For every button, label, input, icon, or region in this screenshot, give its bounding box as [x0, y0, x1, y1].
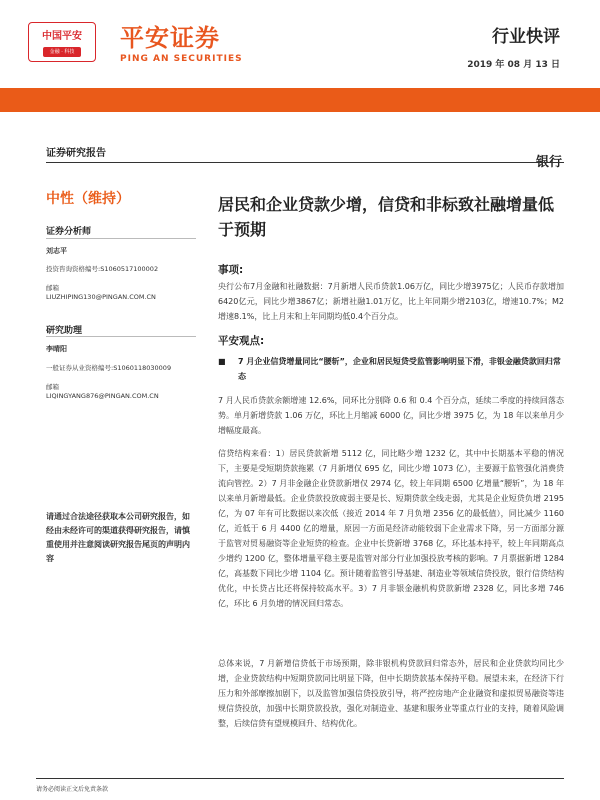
logo-primary-subtext: 金融 · 科技	[43, 47, 81, 57]
assistant-email[interactable]: LIQINGYANG876@PINGAN.COM.CN	[46, 392, 159, 400]
analyst-email[interactable]: LIUZHIPING130@PINGAN.COM.CN	[46, 293, 156, 301]
analyst-section-title: 证券分析师	[46, 227, 92, 237]
analyst-name: 刘志平	[46, 247, 67, 255]
logo-secondary-cn: 平安证券	[120, 24, 220, 52]
rating: 中性（维持）	[46, 191, 130, 207]
top-divider	[46, 162, 564, 163]
ping-an-securities-logo	[120, 18, 243, 64]
report-date: 2019 年 08 月 13 日	[467, 60, 560, 70]
assistant-section-title: 研究助理	[46, 326, 83, 336]
report-header	[0, 0, 600, 86]
bullet-text: 7 月企业信贷增量同比“腰斩”，企业和居民短贷受监管影响明显下滑，非银金融贷款回归常态	[238, 357, 561, 381]
view-heading: 平安观点:	[218, 335, 265, 347]
assistant-name: 李晴阳	[46, 345, 67, 353]
analyst-divider	[46, 238, 196, 239]
footer-text: 请务必阅读正文后免责条款	[36, 786, 109, 793]
analyst-cert: 投资咨询资格编号:S1060517100002	[46, 265, 159, 273]
report-label: 证券研究报告	[46, 148, 106, 159]
view-paragraph-3: 总体来说，7 月新增信贷低于市场预期，除非银机构贷款回归常态外，居民和企业贷款均同比少增，企业贷款结构中短期贷款同比明显下降，但中长期贷款基本保持平稳。展望未来，在经济下行压力和外部摩擦加剧下，以及监管加强信贷投放引导，将严控房地产企业融资和虚拟贸易融资等违规信贷投放，加强中长期贷款投放，强化对制造业、基建和服务业等重点行业的支持，随着风险调整，后续信贷有望规模回升、结构优化。	[218, 659, 564, 728]
bullet-square-icon: ■	[218, 357, 226, 366]
matters-heading: 事项:	[218, 264, 244, 276]
logo-primary-text: 中国平安	[42, 31, 82, 42]
doc-type: 行业快评	[492, 27, 560, 47]
assistant-email-label: 邮箱	[46, 383, 59, 391]
matters-paragraph: 央行公布7月金融和社融数据：7月新增人民币贷款1.06万亿，同比少增3975亿；人民币存款增加6420亿元，同比少增3867亿；新增社融1.01万亿，比上年同期少增2103亿，增速10.7%；M2增速8.1%，比上月末和上年同期均低0.4个百分点。	[218, 282, 564, 321]
view-paragraph-2: 信贷结构来看：1）居民贷款新增 5112 亿，同比略少增 1232 亿，其中中长期基本平稳的情况下，主要是受短期贷款拖累（7 月新增仅 695 亿，同比少增 1073 亿），主要源于监管强化消费贷流向管控。2）7 月非金融企业贷款新增仅 2974 亿，较上年同期 6500 亿增量“腰斩”，为 18 年以来单月新增最低。企业贷款投放疲弱主要是长、短期贷款全线走弱，尤其是企业短贷负增 2195 亿，为 07 年有可比数据以来次低（接近 2014 年 7 月负增 2356 亿的最低值），同比减少 1160 亿，近低于 6 月 4400 亿的增量，原因一方面是经济动能较弱下企业需求下降，另一方面部分源于监管对贸易融资等企业短贷的检查。企业中长贷新增 3768 亿，环比基本持平，较上年同期高点少增约 1200 亿，整体增量平稳主要是监管对部分行业加强投放考核的影响。7 月票据新增 1284 亿，高基数下同比少增 1104 亿。预计随着监管引导基建、制造业等领域信贷投放，银行信贷结构优化，中长贷占比还将保持较高水平。3）7 月非银金融机构贷款新增 2328 亿，同比多增 746 亿，环比 6 月负增的情况回归常态。	[218, 449, 564, 608]
footer-divider	[36, 778, 564, 779]
view-paragraph-1: 7 月人民币贷款余额增速 12.6%，同环比分别降 0.6 和 0.4 个百分点，延续二季度的持续回落态势。单月新增贷款 1.06 万亿，环比上月缩减 6000 亿，同比少增 3975 亿，为 18 年以来单月少增幅度最高。	[218, 396, 564, 435]
analyst-email-label: 邮箱	[46, 284, 59, 292]
header-band	[0, 88, 600, 112]
disclaimer: 请通过合法途径获取本公司研究报告，如经由未经许可的渠道获得研究报告，请慎重使用并注意阅读研究报告尾页的声明内容	[46, 512, 190, 563]
ping-an-group-logo	[28, 22, 96, 62]
logo-secondary-en: PING AN SECURITIES	[120, 54, 243, 64]
assistant-cert: 一般证券从业资格编号:S1060118030009	[46, 364, 172, 372]
report-title: 居民和企业贷款少增，信贷和非标致社融增量低于预期	[218, 195, 555, 239]
assistant-divider	[46, 336, 196, 337]
sector-label: 银行	[535, 155, 562, 170]
